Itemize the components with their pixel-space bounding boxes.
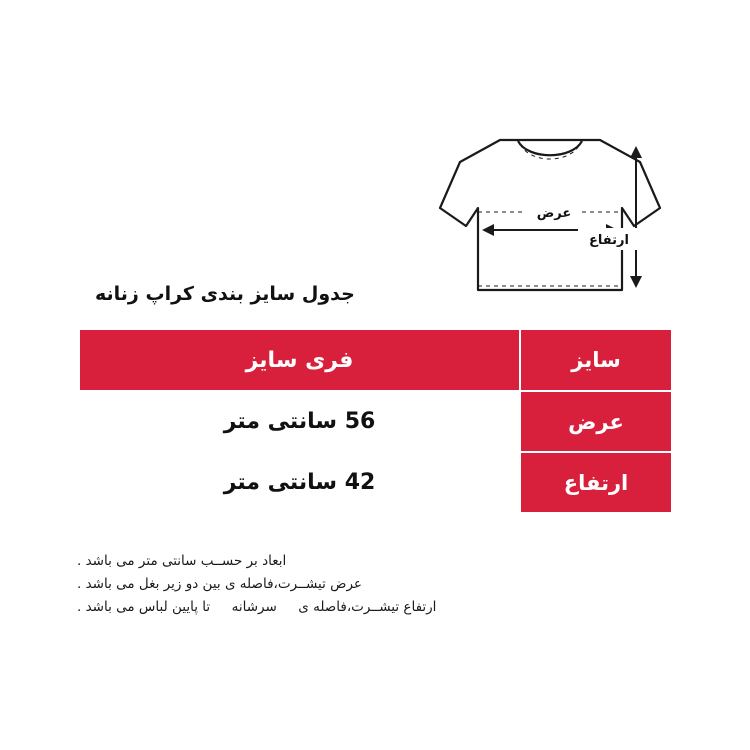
size-table	[78, 330, 673, 514]
tshirt-diagram	[400, 100, 700, 300]
row-value-size: فری سایز	[79, 330, 520, 391]
row-value-width: 56 سانتی متر	[79, 391, 520, 452]
table-row	[79, 330, 672, 391]
width-label: عرض	[536, 206, 572, 221]
page-title: جدول سایز بندی کراپ زنانه	[95, 283, 355, 305]
notes-list	[77, 550, 672, 620]
table-row	[79, 391, 672, 452]
row-header-size: سایز	[520, 330, 672, 391]
row-header-width: عرض	[520, 391, 672, 452]
note-item: ابعاد بر حســب سانتی متر می باشد .	[77, 553, 287, 569]
height-label: ارتفاع	[589, 233, 629, 248]
tshirt-outline-icon	[400, 100, 700, 300]
note-item: ارتفاع تیشــرت،فاصله ی سرشانه تا پایین لباس می باشد .	[77, 599, 437, 616]
row-value-height: 42 سانتی متر	[79, 452, 520, 513]
row-header-height: ارتفاع	[520, 452, 672, 513]
note-item: عرض تیشــرت،فاصله ی بین دو زیر بغل می باشد .	[77, 576, 362, 593]
table-row	[79, 452, 672, 513]
